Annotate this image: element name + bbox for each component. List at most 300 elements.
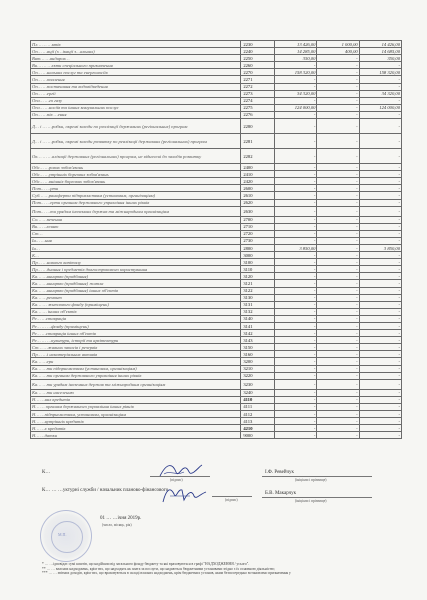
table-row [31, 372, 402, 379]
row-col1-cell: - [275, 199, 317, 206]
table-row [31, 287, 402, 294]
row-col3-cell: - [359, 432, 401, 439]
row-col1-cell: - [275, 344, 317, 351]
row-col1-cell: - [275, 372, 317, 379]
row-name-cell: Ка… …нництво (придбання) [31, 273, 241, 280]
row-col3-cell: - [359, 344, 401, 351]
row-col3-cell: - [359, 396, 401, 403]
row-name-cell: Оп… …постачання та водовідведення [31, 83, 241, 90]
row-col2-cell: 400,00 [317, 48, 359, 55]
row-col2-cell: - [317, 337, 359, 344]
row-name-cell: Ок… … …алізації державних (регіональних) програм, не віднесені до заходів розвитку [31, 149, 241, 164]
row-code-cell: 2270 [241, 69, 275, 76]
row-name-cell: Опл… …го газу [31, 97, 241, 104]
row-col2-cell: - [317, 425, 359, 432]
row-col3-cell: 34 320,00 [359, 90, 401, 97]
row-code-cell: 2230 [241, 41, 275, 48]
table-row [31, 149, 402, 164]
row-col1-cell: 3 850,00 [275, 244, 317, 251]
report-date-caption: (число, місяць, рік) [102, 523, 132, 527]
row-code-cell: 3140 [241, 315, 275, 322]
table-row [31, 41, 402, 48]
footnote-2: ** … … власних надходжень, крім тих, що надходять як плата за послуги, що надаються бюджетними установами згідно з їх основною діяльністю; [42, 566, 275, 571]
row-name-cell: Пр… …днання і предметів довгострокового користування [31, 266, 241, 273]
row-col3-cell: - [359, 403, 401, 410]
row-col2-cell: - [317, 315, 359, 322]
footnote-1: * … …ідповідає сумі коштів, що надійшли від загального фонду бюджету та які враховуються в графі "НАДХОДЖЕННЯ / усього". [42, 562, 250, 566]
row-code-cell: 3160 [241, 351, 275, 358]
row-col2-cell: - [317, 273, 359, 280]
table-row [31, 411, 402, 418]
table-row [31, 178, 402, 185]
row-name-cell: Пр… …новного капіталу [31, 259, 241, 266]
footnotes [42, 562, 402, 576]
table-row [31, 252, 402, 259]
row-code-cell: 2410 [241, 171, 275, 178]
row-col1-cell: - [275, 192, 317, 199]
row-col1-cell: - [275, 252, 317, 259]
row-col2-cell: - [317, 111, 359, 118]
row-col3-cell: - [359, 287, 401, 294]
row-col3-cell: - [359, 199, 401, 206]
table-row [31, 294, 402, 301]
row-name-cell: Оп… …нальних послуг та енергоносіїв [31, 69, 241, 76]
row-code-cell: 2272 [241, 83, 275, 90]
row-code-cell: 3100 [241, 259, 275, 266]
footnote-3: *** … … звітних доходів, крім тих, що враховуються в складі власних надходжень, крім бюджетних установ, яким безпосередньо встановлено призначення у [42, 571, 291, 576]
row-col2-cell: - [317, 119, 359, 134]
table-row [31, 230, 402, 237]
row-code-cell: 2710 [241, 223, 275, 230]
row-col1-cell: - [275, 223, 317, 230]
row-code-cell: 4110 [241, 396, 275, 403]
row-name-cell: Ка… …нництво (придбання) житла [31, 280, 241, 287]
row-col2-cell: - [317, 403, 359, 410]
row-col1-cell: 158 320,00 [275, 69, 317, 76]
row-col1-cell: - [275, 301, 317, 308]
row-code-cell: 3143 [241, 337, 275, 344]
row-col1-cell: 34 320,00 [275, 90, 317, 97]
row-name-cell: Пр… …і нематеріальних активів [31, 351, 241, 358]
row-name-cell: Ре… … …культури, історії та архітектури [31, 337, 241, 344]
table-row [31, 185, 402, 192]
row-col2-cell: - [317, 365, 359, 372]
row-col1-cell: - [275, 171, 317, 178]
row-code-cell: 3121 [241, 280, 275, 287]
row-name-cell: Ка… … житлового фонду (приміщень) [31, 301, 241, 308]
table-row [31, 55, 402, 62]
row-code-cell: 3110 [241, 266, 275, 273]
row-col2-cell: - [317, 252, 359, 259]
row-col2-cell: - [317, 396, 359, 403]
row-col2-cell: - [317, 223, 359, 230]
finance-name: Б.В. Макарчук [265, 491, 297, 496]
row-col3-cell: - [359, 273, 401, 280]
table-row [31, 403, 402, 410]
row-name-cell: Ка… … інших об'єктів [31, 308, 241, 315]
row-col2-cell: - [317, 97, 359, 104]
row-col1-cell: - [275, 379, 317, 389]
row-col2-cell: - [317, 230, 359, 237]
row-col3-cell: 14 426,00 [359, 41, 401, 48]
row-code-cell: 4210 [241, 425, 275, 432]
row-col3-cell: - [359, 206, 401, 216]
table-row [31, 97, 402, 104]
row-col1-cell: - [275, 358, 317, 365]
row-col2-cell: - [317, 55, 359, 62]
row-col2-cell: - [317, 330, 359, 337]
row-name-cell: Пл… … …ктів [31, 41, 241, 48]
row-col1-cell: - [275, 337, 317, 344]
row-col1-cell: - [275, 230, 317, 237]
row-code-cell: 2260 [241, 62, 275, 69]
row-col3-cell: - [359, 308, 401, 315]
row-col2-cell: - [317, 76, 359, 83]
row-code-cell: 2250 [241, 55, 275, 62]
finance-signature-mark [160, 484, 210, 506]
row-code-cell: 2276 [241, 111, 275, 118]
head-name-line [262, 476, 372, 477]
row-col1-cell: - [275, 273, 317, 280]
table-row [31, 48, 402, 55]
row-col3-cell: 124 000,00 [359, 104, 401, 111]
row-col1-cell: - [275, 62, 317, 69]
row-name-cell: Н… …них кредитів [31, 396, 241, 403]
row-col1-cell: - [275, 403, 317, 410]
row-col2-cell: - [317, 69, 359, 76]
row-code-cell: 3240 [241, 389, 275, 396]
row-name-cell: Н… …нутрішніх кредитів [31, 418, 241, 425]
row-col3-cell: - [359, 330, 401, 337]
row-col3-cell: - [359, 171, 401, 178]
table-row [31, 83, 402, 90]
row-name-cell: Пот… …рти [31, 185, 241, 192]
table-row [31, 323, 402, 330]
row-col3-cell: - [359, 223, 401, 230]
row-col2-cell: - [317, 178, 359, 185]
table-row [31, 337, 402, 344]
row-name-cell: Оп… …ації (з…ікації з…альних) [31, 48, 241, 55]
table-row [31, 301, 402, 308]
table-row [31, 237, 402, 244]
row-code-cell: 3000 [241, 252, 275, 259]
row-code-cell: 3142 [241, 330, 275, 337]
row-col1-cell: - [275, 365, 317, 372]
table-row [31, 351, 402, 358]
row-code-cell: 3120 [241, 273, 275, 280]
row-col3-cell: - [359, 134, 401, 149]
row-name-cell: Н… … органам державного управління інших рівнів [31, 403, 241, 410]
finance-name-line [262, 497, 372, 498]
row-name-cell: Ка… …нництво (придбання) інших об'єктів [31, 287, 241, 294]
table-row [31, 244, 402, 251]
row-col1-cell: - [275, 323, 317, 330]
row-name-cell: Н… …х кредитів [31, 425, 241, 432]
row-col2-cell: - [317, 171, 359, 178]
row-col3-cell: - [359, 266, 401, 273]
row-name-cell: Пот… …ерти органам державного управління інших рівнів [31, 199, 241, 206]
table-row [31, 216, 402, 223]
row-col3-cell: 14 685,00 [359, 48, 401, 55]
row-col2-cell: - [317, 164, 359, 171]
row-col1-cell: - [275, 164, 317, 171]
row-col1-cell: - [275, 432, 317, 439]
row-col1-cell: - [275, 315, 317, 322]
table-row [31, 389, 402, 396]
row-code-cell: 2700 [241, 216, 275, 223]
table-row [31, 119, 402, 134]
row-col2-cell: - [317, 389, 359, 396]
head-name-caption: (ініціали і прізвище) [295, 478, 327, 482]
table-row [31, 358, 402, 365]
row-col2-cell: 1 000,00 [317, 41, 359, 48]
table-row [31, 192, 402, 199]
row-code-cell: 4111 [241, 403, 275, 410]
table-row [31, 104, 402, 111]
row-code-cell: 2400 [241, 164, 275, 171]
table-row [31, 425, 402, 432]
row-col3-cell: 350,00 [359, 55, 401, 62]
finance-sign-line [212, 496, 252, 497]
table-row [31, 266, 402, 273]
row-col2-cell: - [317, 287, 359, 294]
row-name-cell: Ви… …ленню [31, 223, 241, 230]
row-code-cell: 2600 [241, 185, 275, 192]
row-col3-cell: - [359, 185, 401, 192]
table-row [31, 308, 402, 315]
table-row [31, 273, 402, 280]
row-name-cell: Ка… …ти підприємствам (установам, організаціям) [31, 365, 241, 372]
row-col2-cell: - [317, 62, 359, 69]
table-row [31, 69, 402, 76]
row-col3-cell: - [359, 149, 401, 164]
row-name-cell: Ре… … …фонду (приміщень) [31, 323, 241, 330]
row-col3-cell: - [359, 216, 401, 223]
row-col3-cell: - [359, 280, 401, 287]
table-row [31, 344, 402, 351]
row-col1-cell: 350,00 [275, 55, 317, 62]
finance-sign-caption: (підпис) [225, 498, 238, 502]
row-name-cell: Ка… …ери [31, 358, 241, 365]
row-code-cell: 2240 [241, 48, 275, 55]
table-row [31, 90, 402, 97]
table-row [31, 315, 402, 322]
row-col2-cell: - [317, 237, 359, 244]
row-col1-cell: - [275, 134, 317, 149]
row-col2-cell: - [317, 432, 359, 439]
row-col3-cell: - [359, 76, 401, 83]
row-col1-cell: - [275, 351, 317, 358]
row-code-cell: 3141 [241, 323, 275, 330]
row-col3-cell: - [359, 351, 401, 358]
row-col1-cell: - [275, 83, 317, 90]
report-date: 01 … …ічня 2019р. [100, 516, 142, 521]
row-name-cell: Обс… …утрішніх боргових зобов'язань [31, 171, 241, 178]
row-col3-cell: - [359, 337, 401, 344]
row-col1-cell: - [275, 425, 317, 432]
row-col1-cell: - [275, 280, 317, 287]
row-col3-cell: - [359, 164, 401, 171]
row-code-cell: 2610 [241, 192, 275, 199]
head-sign-caption: (підпис) [170, 478, 183, 482]
row-name-cell: Вит… …андиров… [31, 55, 241, 62]
row-col1-cell: 124 000,00 [275, 104, 317, 111]
row-name-cell: Обс… …внішніх боргових зобов'язань [31, 178, 241, 185]
table-row [31, 111, 402, 118]
row-col2-cell: - [317, 411, 359, 418]
row-col2-cell: - [317, 372, 359, 379]
row-code-cell: 4113 [241, 418, 275, 425]
row-col1-cell: - [275, 216, 317, 223]
row-col3-cell: - [359, 83, 401, 90]
row-col1-cell: - [275, 185, 317, 192]
row-code-cell: 2720 [241, 230, 275, 237]
row-col2-cell: - [317, 216, 359, 223]
row-code-cell: 2281 [241, 134, 275, 149]
row-col1-cell: - [275, 411, 317, 418]
row-col2-cell: - [317, 259, 359, 266]
row-col3-cell: - [359, 62, 401, 69]
row-col3-cell: - [359, 97, 401, 104]
stamp-inner-ring [51, 521, 83, 553]
row-name-cell: Со… …печення [31, 216, 241, 223]
row-col2-cell: - [317, 199, 359, 206]
row-name-cell: Пот… …ти урядам іноземних держав та міжнародним організаціям [31, 206, 241, 216]
table-row [31, 379, 402, 389]
row-col2-cell: - [317, 351, 359, 358]
row-col3-cell: - [359, 119, 401, 134]
row-code-cell: 2280 [241, 119, 275, 134]
stamp-text: М.П. [58, 532, 67, 537]
row-code-cell: 3220 [241, 372, 275, 379]
head-name: І.Ф. Ревейчук [265, 470, 294, 475]
row-col2-cell: - [317, 308, 359, 315]
row-code-cell: 2420 [241, 178, 275, 185]
row-code-cell: 3210 [241, 365, 275, 372]
row-code-cell: 3150 [241, 344, 275, 351]
table-row [31, 164, 402, 171]
table-row [31, 223, 402, 230]
expenditure-table [30, 40, 402, 439]
row-code-cell: 4112 [241, 411, 275, 418]
row-col3-cell: - [359, 237, 401, 244]
row-name-cell: Опл… …носіїв та інших комунальних послуг [31, 104, 241, 111]
row-name-cell: Ре… …ставрація [31, 315, 241, 322]
row-col1-cell: - [275, 97, 317, 104]
row-col3-cell: - [359, 230, 401, 237]
row-col3-cell: - [359, 418, 401, 425]
row-col2-cell: - [317, 83, 359, 90]
row-col1-cell: 14 285,00 [275, 48, 317, 55]
row-name-cell: К… [31, 252, 241, 259]
row-col1-cell: - [275, 149, 317, 164]
row-col2-cell: - [317, 294, 359, 301]
table-row [31, 76, 402, 83]
row-col3-cell: - [359, 389, 401, 396]
row-code-cell: 3132 [241, 308, 275, 315]
official-stamp [40, 510, 92, 562]
row-col2-cell: - [317, 323, 359, 330]
table-row [31, 134, 402, 149]
row-col3-cell: 3 850,00 [359, 244, 401, 251]
head-signature-mark [158, 460, 203, 482]
row-col3-cell: - [359, 178, 401, 185]
row-col1-cell: - [275, 111, 317, 118]
table-row [31, 365, 402, 372]
finance-name-caption: (ініціали і прізвище) [295, 499, 327, 503]
table-row [31, 199, 402, 206]
row-col3-cell: - [359, 301, 401, 308]
row-col3-cell: - [359, 192, 401, 199]
row-code-cell: 2274 [241, 97, 275, 104]
row-name-cell: Оп… …ергії [31, 90, 241, 97]
row-col1-cell: - [275, 259, 317, 266]
row-col1-cell: 13 426,00 [275, 41, 317, 48]
table-row [31, 396, 402, 403]
row-col1-cell: - [275, 266, 317, 273]
table-row [31, 418, 402, 425]
row-col3-cell: - [359, 259, 401, 266]
row-code-cell: 3122 [241, 287, 275, 294]
row-col1-cell: - [275, 294, 317, 301]
row-col1-cell: - [275, 119, 317, 134]
row-col2-cell: - [317, 266, 359, 273]
row-col3-cell: - [359, 425, 401, 432]
row-col3-cell: - [359, 315, 401, 322]
row-name-cell: Оп… …пів …ення [31, 111, 241, 118]
row-code-cell: 2800 [241, 244, 275, 251]
row-name-cell: Ка… …ти органам державного управління інших рівнів [31, 372, 241, 379]
finance-label: К… … …уктурні служби / начальник планово-фінансового [42, 488, 169, 493]
row-col2-cell: - [317, 344, 359, 351]
row-code-cell: 2282 [241, 149, 275, 164]
row-col3-cell: - [359, 294, 401, 301]
head-label: К… [42, 470, 51, 475]
row-col2-cell: - [317, 90, 359, 97]
row-name-cell: Ст… [31, 230, 241, 237]
row-col3-cell: - [359, 358, 401, 365]
table-row [31, 62, 402, 69]
row-code-cell: 9000 [241, 432, 275, 439]
row-name-cell: Ін… …ння [31, 237, 241, 244]
row-code-cell: 3131 [241, 301, 275, 308]
row-col3-cell: - [359, 411, 401, 418]
row-name-cell: Суб… …рансферти підприємствам (установам, організаціям) [31, 192, 241, 199]
row-col3-cell: - [359, 372, 401, 379]
row-code-cell: 2273 [241, 90, 275, 97]
row-name-cell: Ст… …жавних запасів і резервів [31, 344, 241, 351]
row-col1-cell: - [275, 76, 317, 83]
table-row [31, 259, 402, 266]
row-name-cell: Д… і … …робки, окремі заходи розвитку по реалізації державних (регіональних) програм [31, 134, 241, 149]
row-col2-cell: - [317, 301, 359, 308]
row-col2-cell: - [317, 192, 359, 199]
row-col3-cell: - [359, 365, 401, 372]
row-col3-cell: - [359, 323, 401, 330]
row-code-cell: 3230 [241, 379, 275, 389]
row-code-cell: 2275 [241, 104, 275, 111]
row-code-cell: 3130 [241, 294, 275, 301]
row-col3-cell: 158 320,00 [359, 69, 401, 76]
row-col1-cell: - [275, 418, 317, 425]
row-name-cell: Оп… …опалення [31, 76, 241, 83]
row-col2-cell: - [317, 134, 359, 149]
row-name-cell: Обс… …рових зобов'язань [31, 164, 241, 171]
row-col1-cell: - [275, 237, 317, 244]
row-col2-cell: - [317, 280, 359, 287]
row-col2-cell: - [317, 379, 359, 389]
table-row [31, 171, 402, 178]
